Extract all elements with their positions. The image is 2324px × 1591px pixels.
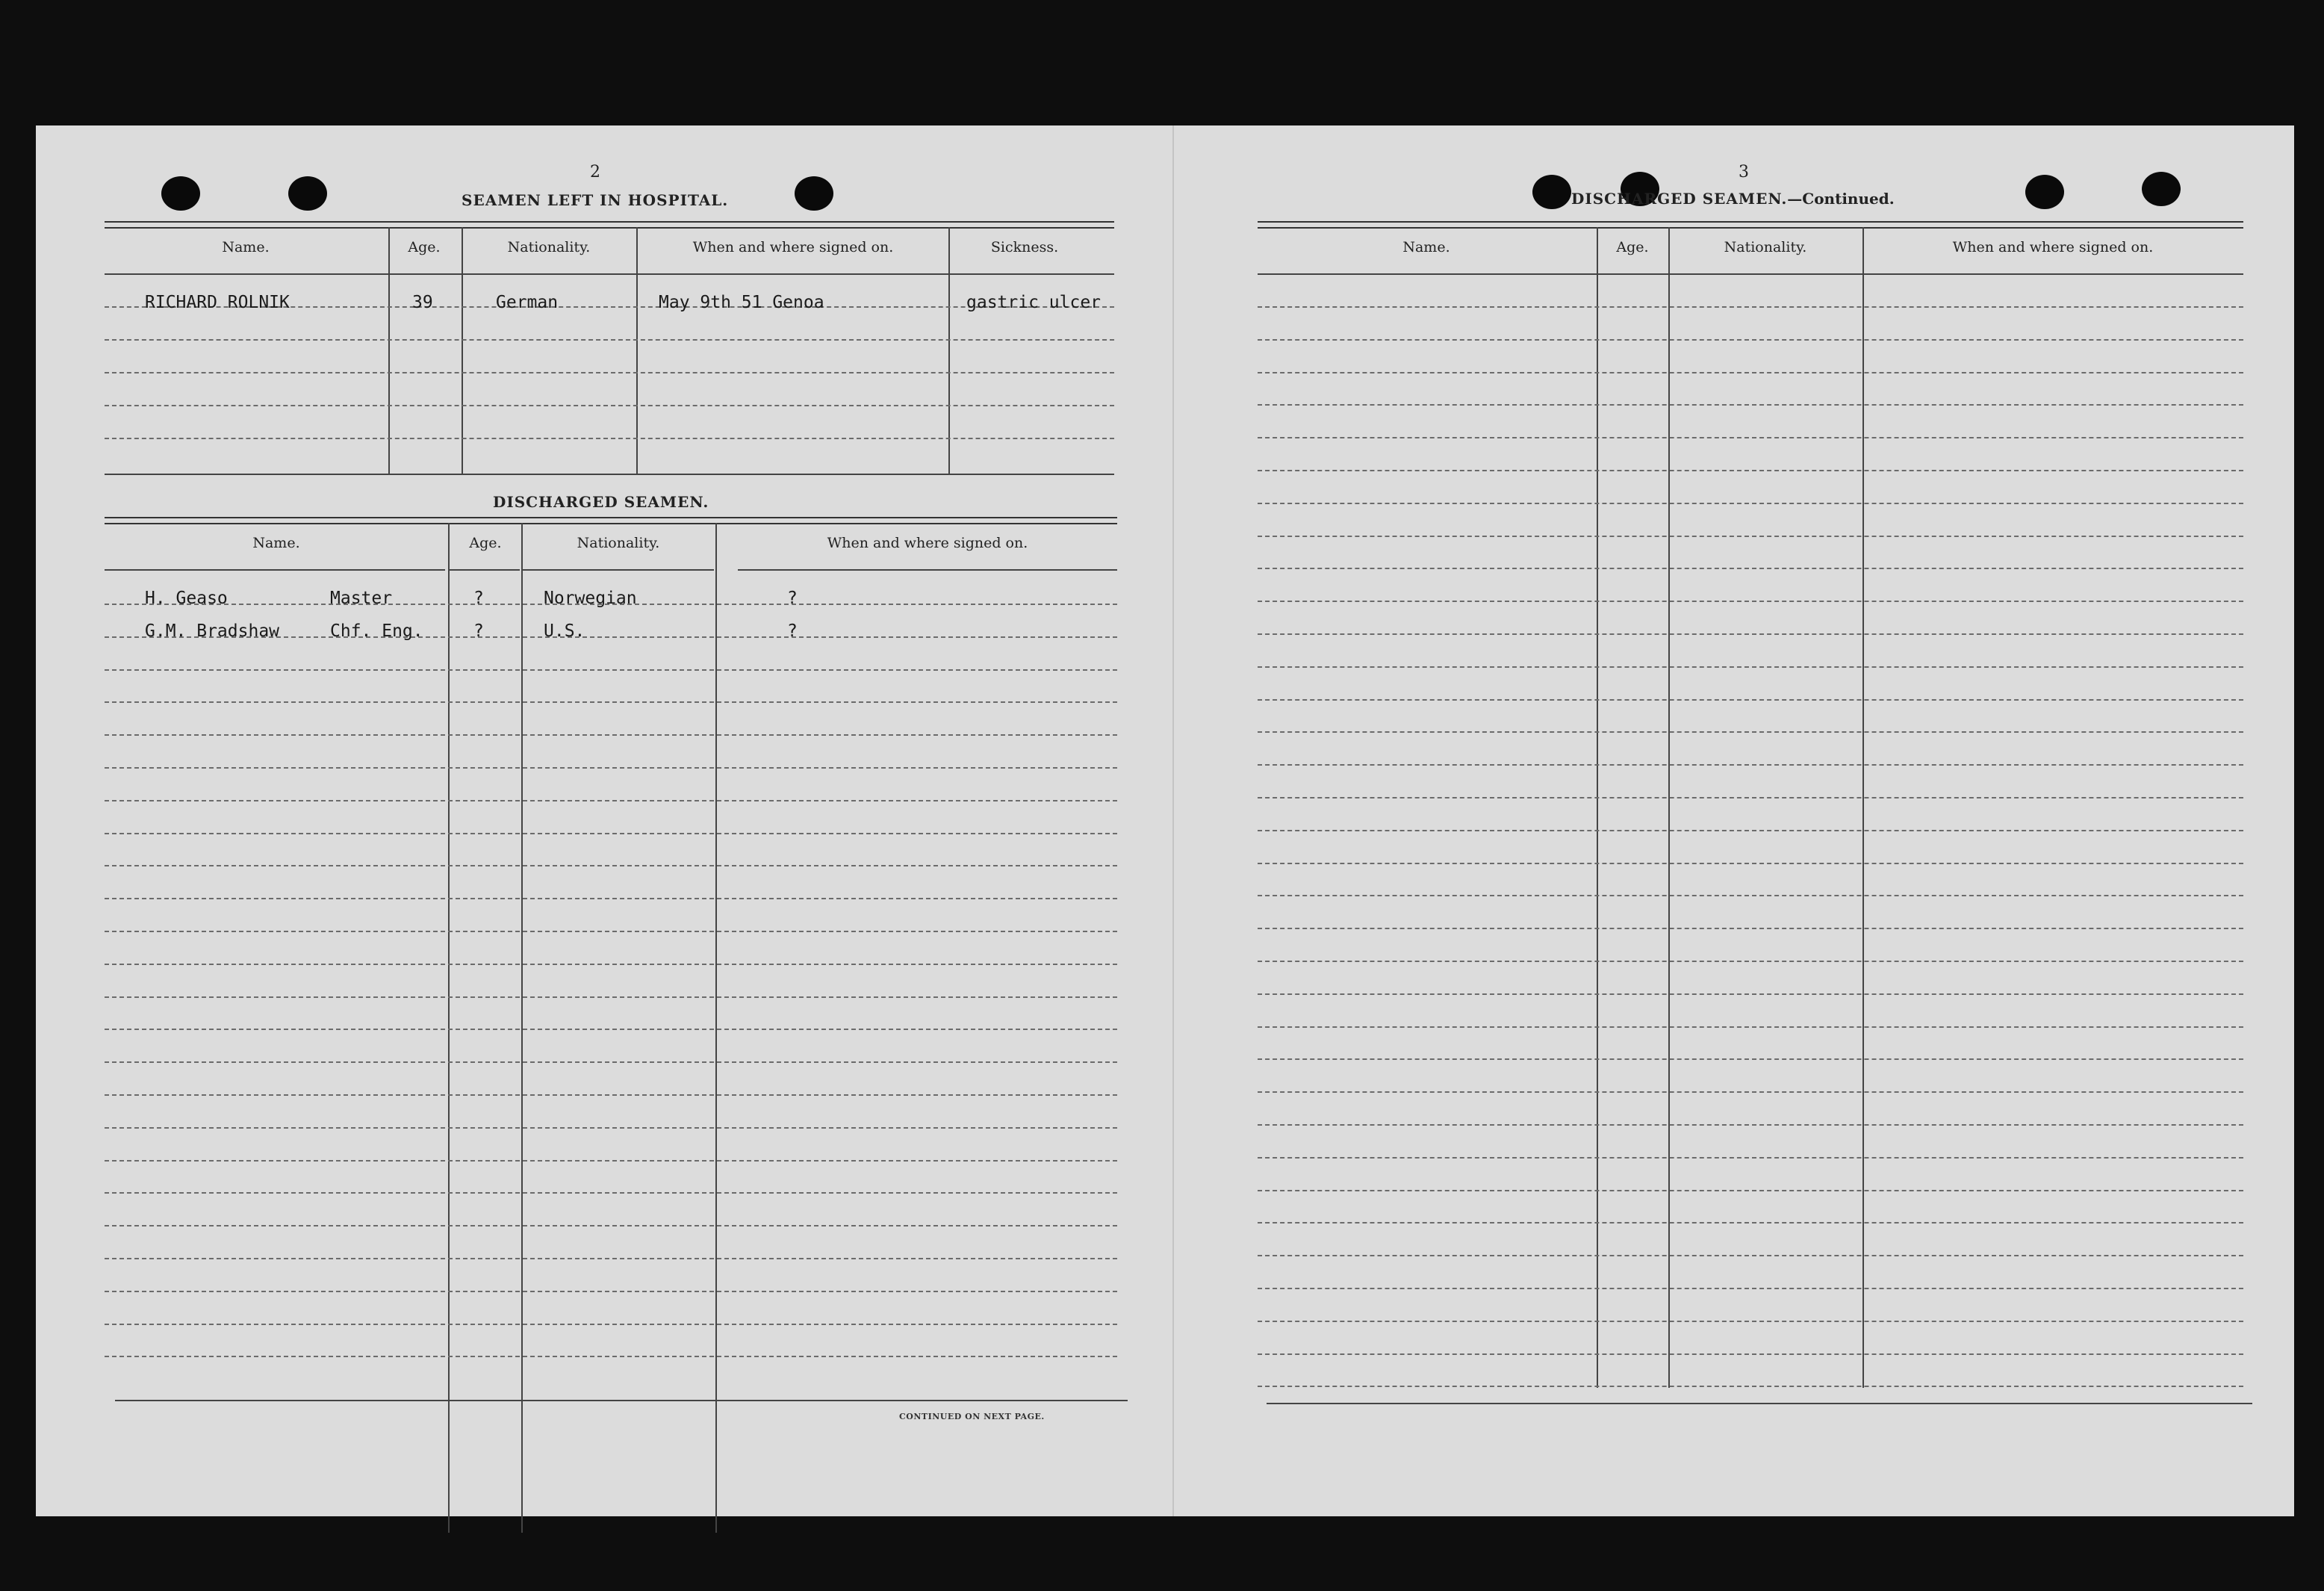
ruled-line bbox=[1258, 1124, 2243, 1126]
page-number: 3 bbox=[1739, 163, 1749, 182]
col-header-age: Age. bbox=[408, 239, 441, 255]
hospital-nationality: German bbox=[496, 293, 559, 312]
ruled-line bbox=[1258, 830, 2243, 831]
right-page bbox=[1172, 125, 2294, 1516]
ruled-line bbox=[105, 1225, 1117, 1226]
col-header-nationality: Nationality. bbox=[577, 535, 660, 551]
ruled-line bbox=[1258, 339, 2243, 341]
ruled-line bbox=[105, 1356, 1117, 1357]
table-bottom-rule bbox=[115, 1400, 1128, 1401]
table-bottom-rule bbox=[105, 474, 1114, 475]
ruled-line bbox=[1258, 470, 2243, 471]
ruled-line bbox=[105, 669, 1117, 671]
hospital-sickness: gastric ulcer bbox=[966, 293, 1102, 312]
ruled-line bbox=[105, 1029, 1117, 1030]
ruled-line bbox=[1258, 731, 2243, 733]
header-rule bbox=[523, 569, 714, 571]
ruled-line bbox=[1258, 797, 2243, 798]
col-header-sickness: Sickness. bbox=[990, 239, 1059, 255]
hospital-section-title: SEAMEN LEFT IN HOSPITAL. bbox=[462, 191, 729, 209]
discharged-rank: Chf. Eng. bbox=[330, 621, 423, 641]
ruled-line bbox=[1258, 536, 2243, 537]
header-rule bbox=[105, 569, 445, 571]
punch-hole bbox=[161, 176, 200, 211]
ruled-line bbox=[1258, 1026, 2243, 1028]
ruled-line bbox=[105, 865, 1117, 866]
ruled-line bbox=[105, 734, 1117, 736]
ruled-line bbox=[105, 701, 1117, 703]
ruled-line bbox=[105, 339, 1114, 341]
discharged-name: H. Geaso bbox=[145, 589, 228, 608]
table-bottom-rule bbox=[1267, 1403, 2252, 1404]
discharged-section-title: DISCHARGED SEAMEN. bbox=[493, 493, 709, 511]
title-suffix: —Continued. bbox=[1787, 190, 1895, 208]
ruled-line bbox=[105, 800, 1117, 801]
header-rule bbox=[1258, 273, 2243, 275]
discharged-age: ? bbox=[473, 589, 484, 608]
ruled-line bbox=[1258, 1353, 2243, 1355]
ruled-line bbox=[105, 1192, 1117, 1194]
hospital-name: RICHARD ROLNIK bbox=[145, 293, 290, 312]
col-header-name: Name. bbox=[252, 535, 300, 551]
ruled-line bbox=[1258, 764, 2243, 766]
ruled-line bbox=[1258, 568, 2243, 569]
ruled-line bbox=[105, 372, 1114, 373]
ruled-line bbox=[105, 964, 1117, 965]
discharged-signed-on: ? bbox=[787, 589, 798, 608]
discharged-nationality: Norwegian bbox=[544, 589, 637, 608]
col-header-age: Age. bbox=[469, 535, 502, 551]
ruled-line bbox=[1258, 863, 2243, 864]
ruled-line bbox=[105, 1127, 1117, 1129]
ruled-line bbox=[1258, 666, 2243, 668]
ruled-line bbox=[1258, 633, 2243, 635]
ruled-line bbox=[1258, 993, 2243, 995]
ruled-line bbox=[1258, 1386, 2243, 1387]
punch-hole bbox=[795, 176, 833, 211]
ruled-line bbox=[1258, 928, 2243, 929]
header-rule bbox=[738, 569, 1117, 571]
ruled-line bbox=[105, 931, 1117, 932]
column-divider bbox=[521, 523, 523, 1533]
ruled-line bbox=[105, 1258, 1117, 1259]
column-divider bbox=[1862, 227, 1864, 1388]
ruled-line bbox=[1258, 961, 2243, 962]
ruled-line bbox=[1258, 372, 2243, 373]
ruled-line bbox=[1258, 1288, 2243, 1289]
title-main: DISCHARGED SEAMEN. bbox=[1571, 190, 1788, 208]
col-header-age: Age. bbox=[1616, 239, 1649, 255]
punch-hole bbox=[288, 176, 327, 211]
col-header-signed-on: When and where signed on. bbox=[692, 239, 894, 255]
column-divider bbox=[448, 523, 450, 1533]
ruled-line bbox=[1258, 895, 2243, 896]
discharged-age: ? bbox=[473, 621, 484, 641]
header-rule bbox=[448, 569, 520, 571]
left-page bbox=[36, 125, 1172, 1516]
col-header-signed-on: When and where signed on. bbox=[827, 535, 1028, 551]
header-rule bbox=[105, 273, 1114, 275]
col-header-name: Name. bbox=[222, 239, 270, 255]
ruled-line bbox=[1258, 1157, 2243, 1159]
ruled-line bbox=[1258, 1058, 2243, 1060]
col-header-name: Name. bbox=[1402, 239, 1450, 255]
table-top-rule bbox=[105, 221, 1114, 229]
discharged-continued-title bbox=[1571, 190, 1895, 208]
ruled-line bbox=[1258, 404, 2243, 406]
column-divider bbox=[715, 523, 717, 1533]
ruled-line bbox=[1258, 437, 2243, 438]
punch-hole bbox=[2025, 175, 2064, 209]
col-header-nationality: Nationality. bbox=[507, 239, 591, 255]
discharged-name: G.M. Bradshaw bbox=[145, 621, 280, 641]
col-header-nationality: Nationality. bbox=[1724, 239, 1807, 255]
ruled-line bbox=[1258, 503, 2243, 504]
col-header-signed-on: When and where signed on. bbox=[1952, 239, 2154, 255]
ruled-line bbox=[1258, 1190, 2243, 1191]
table-top-rule bbox=[105, 517, 1117, 524]
hospital-signed-on: May 9th 51 Genoa bbox=[659, 293, 824, 312]
ruled-line bbox=[1258, 601, 2243, 602]
ruled-line bbox=[1258, 699, 2243, 701]
discharged-rank: Master bbox=[330, 589, 393, 608]
column-divider bbox=[1597, 227, 1598, 1388]
discharged-signed-on: ? bbox=[787, 621, 798, 641]
continued-note: CONTINUED ON NEXT PAGE. bbox=[899, 1412, 1045, 1421]
ruled-line bbox=[105, 767, 1117, 769]
ruled-line bbox=[105, 1324, 1117, 1325]
ruled-line bbox=[1258, 1091, 2243, 1093]
ruled-line bbox=[1258, 306, 2243, 308]
ruled-line bbox=[105, 1291, 1117, 1292]
column-divider bbox=[1668, 227, 1670, 1388]
ruled-line bbox=[105, 1094, 1117, 1096]
discharged-nationality: U.S. bbox=[544, 621, 585, 641]
ruled-line bbox=[105, 405, 1114, 406]
table-top-rule bbox=[1258, 221, 2243, 229]
ruled-line bbox=[1258, 1321, 2243, 1322]
punch-hole bbox=[1532, 175, 1571, 209]
ruled-line bbox=[105, 1061, 1117, 1063]
punch-hole bbox=[2142, 172, 2181, 206]
ruled-line bbox=[105, 438, 1114, 439]
ruled-line bbox=[1258, 1255, 2243, 1256]
page-number: 2 bbox=[590, 163, 600, 182]
document-sheet bbox=[36, 125, 2294, 1516]
ruled-line bbox=[105, 898, 1117, 899]
hospital-age: 39 bbox=[412, 293, 433, 312]
ruled-line bbox=[105, 833, 1117, 834]
ruled-line bbox=[1258, 1222, 2243, 1224]
ruled-line bbox=[105, 1160, 1117, 1162]
ruled-line bbox=[105, 996, 1117, 998]
